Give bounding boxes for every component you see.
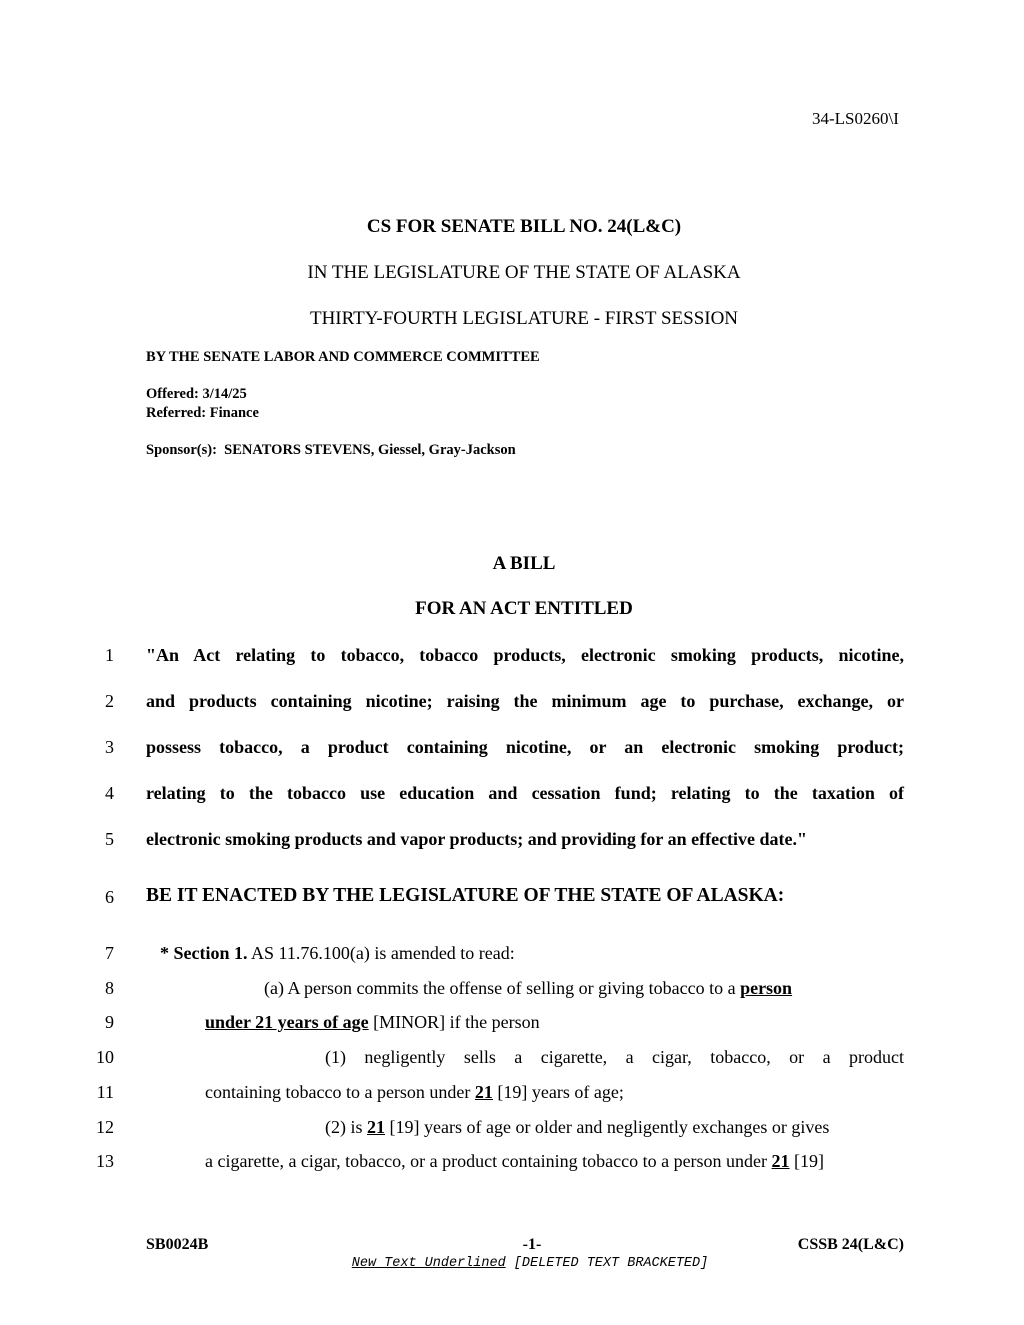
statute-line bbox=[205, 1151, 824, 1172]
line-number: 13 bbox=[96, 1151, 114, 1171]
legend-line bbox=[0, 1256, 1024, 1271]
sponsor-value: SENATORS STEVENS, Giessel, Gray-Jackson bbox=[224, 442, 516, 458]
new-text: under 21 years of age bbox=[205, 1012, 369, 1032]
act-heading: FOR AN ACT ENTITLED bbox=[415, 598, 633, 619]
enacting-clause: BE IT ENACTED BY THE LEGISLATURE OF THE STATE OF ALASKA: bbox=[146, 885, 785, 906]
new-text: 21 bbox=[474, 1082, 493, 1102]
statute-text: (2) is bbox=[325, 1117, 363, 1137]
new-text: 21 bbox=[367, 1117, 385, 1137]
act-title-line: and products containing nicotine; raising the minimum age to purchase, exchange, or bbox=[146, 691, 904, 711]
statute-line bbox=[264, 978, 792, 999]
statute-text: [19] years of age; bbox=[497, 1082, 624, 1102]
line-number: 10 bbox=[96, 1047, 114, 1067]
legislature-line: IN THE LEGISLATURE OF THE STATE OF ALASKA bbox=[307, 262, 741, 283]
referred-value: Finance bbox=[209, 405, 259, 421]
sponsor-label: Sponsor(s): bbox=[146, 442, 217, 458]
bill-title: CS FOR SENATE BILL NO. 24(L&C) bbox=[366, 216, 682, 237]
line-number: 5 bbox=[105, 829, 114, 849]
a-bill-heading: A BILL bbox=[492, 553, 556, 574]
committee-line: BY THE SENATE LABOR AND COMMERCE COMMITTEE bbox=[146, 349, 540, 365]
statute-text: a cigarette, a cigar, tobacco, or a product containing tobacco to a person under bbox=[205, 1151, 768, 1171]
statute-text: containing tobacco to a person under bbox=[205, 1082, 471, 1102]
offered-value: 3/14/25 bbox=[202, 386, 247, 402]
act-title-line: "An Act relating to tobacco, tobacco products, electronic smoking products, nicotine, bbox=[146, 645, 904, 665]
new-text: 21 bbox=[771, 1151, 790, 1171]
line-number: 9 bbox=[105, 1012, 114, 1032]
legend-deleted-text: [DELETED TEXT BRACKETED] bbox=[513, 1256, 709, 1271]
line-number: 6 bbox=[105, 887, 114, 907]
line-number: 8 bbox=[105, 978, 114, 998]
line-number: 7 bbox=[105, 943, 114, 963]
section-text: AS 11.76.100(a) is amended to read: bbox=[251, 943, 515, 963]
line-number: 3 bbox=[105, 737, 114, 757]
referred-label: Referred: bbox=[146, 405, 207, 421]
statute-text: [19] bbox=[794, 1151, 825, 1171]
statute-line: (1) negligently sells a cigarette, a cigar, tobacco, or a product bbox=[325, 1047, 904, 1067]
statute-line bbox=[205, 1082, 624, 1103]
act-title-line: possess tobacco, a product containing nicotine, or an electronic smoking product; bbox=[146, 737, 904, 757]
statute-text: (a) A person commits the offense of selling or giving tobacco to a bbox=[264, 978, 736, 998]
new-text: person bbox=[740, 978, 793, 998]
section-label: * Section 1. bbox=[160, 943, 248, 963]
statute-text: [MINOR] if the person bbox=[373, 1012, 540, 1032]
footer-bill-name: CSSB 24(L&C) bbox=[797, 1236, 904, 1253]
offered-label: Offered: bbox=[146, 386, 199, 402]
statute-text: [19] years of age or older and negligently exchanges or gives bbox=[389, 1117, 830, 1137]
statute-line bbox=[205, 1012, 540, 1033]
act-title-line: electronic smoking products and vapor products; and providing for an effective date." bbox=[146, 829, 808, 849]
offered-line bbox=[146, 386, 247, 403]
line-number: 1 bbox=[105, 645, 114, 665]
page-number: -1- bbox=[522, 1236, 542, 1253]
session-line: THIRTY-FOURTH LEGISLATURE - FIRST SESSION bbox=[309, 308, 739, 329]
act-title-line: relating to the tobacco use education and cessation fund; relating to the taxation of bbox=[146, 783, 904, 803]
line-number: 4 bbox=[105, 783, 114, 803]
statute-line bbox=[325, 1117, 829, 1138]
footer-bill-code: SB0024B bbox=[146, 1236, 209, 1253]
section-heading bbox=[160, 943, 515, 964]
line-number: 12 bbox=[96, 1117, 114, 1137]
referred-line bbox=[146, 405, 259, 422]
line-number: 11 bbox=[96, 1082, 114, 1102]
document-id: 34-LS0260\I bbox=[812, 109, 899, 128]
sponsor-line bbox=[146, 442, 516, 459]
line-number: 2 bbox=[105, 691, 114, 711]
legend-new-text: New Text Underlined bbox=[351, 1256, 506, 1271]
